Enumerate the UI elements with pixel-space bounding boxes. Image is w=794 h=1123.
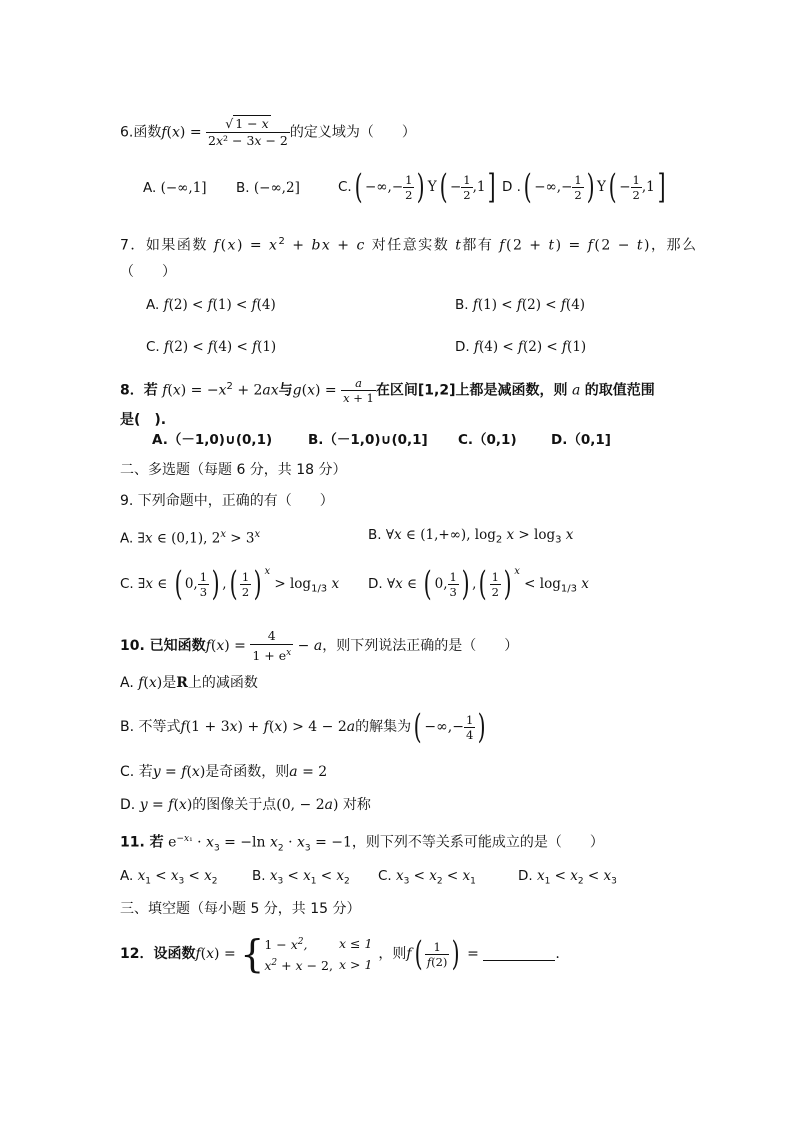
q11-option-a: A. $x_1 < x_3 < x_2$ (120, 868, 218, 887)
q8-option-d: D.（0,1] (551, 432, 611, 448)
q6-option-a: A. (−∞,1] (143, 180, 207, 196)
q12-answer-blank[interactable] (483, 948, 555, 961)
q7-option-d: D. f(4) < f(2) < f(1) (455, 339, 587, 355)
q10-option-c: C. 若y = f(x)是奇函数，则a = 2 (120, 764, 328, 780)
q7-paren: （ ） (120, 264, 176, 280)
q6-option-b: B. (−∞,2] (236, 180, 300, 196)
q10-option-b: B. 不等式f(1 + 3x) + f(x) > 4 − 2a的解集为( −∞,− $\frac{1}{4}$ ) (120, 707, 486, 747)
q7-option-c: C. f(2) < f(4) < f(1) (146, 339, 277, 355)
q6-option-d: D .( −∞,− $\frac{1}{2}$ ) Y( − $\frac{1}{2}$ ,1] (502, 167, 666, 207)
q6-option-c: C.( −∞,− $\frac{1}{2}$ ) Y( − $\frac{1}{2}$ ,1] (338, 167, 497, 207)
q8-option-a: A.（－1,0)∪(0,1) (152, 432, 273, 448)
q9-option-a: A. ∃x ∈ (0,1), $2^x > 3^x$ (120, 529, 261, 547)
q8-line-2: 是( ). (120, 412, 167, 428)
question-8: 8．若 $f(x) = -x^2 + 2ax$与g(x) = $\frac{a}{x + 1}$ 在区间[1,2]上都是减函数，则 a 的取值范围 (120, 376, 655, 405)
question-9: 9. 下列命题中，正确的有（ ） (120, 493, 334, 509)
q7-option-a: A. f(2) < f(1) < f(4) (146, 297, 276, 313)
q9-option-b: B. ∀x ∈ (1,+∞), $\log_2 x > \log_3 x$ (368, 527, 574, 546)
q11-option-b: B. $x_3 < x_1 < x_2$ (252, 868, 350, 887)
q7-option-b: B. f(1) < f(2) < f(4) (455, 297, 586, 313)
question-12: 12．设函数f(x) = { $1 - x^2$, x ≤ 1 $x^2 + x - 2$, x > 1，则f( $\frac{1}{f(2)}$ ) = . (120, 932, 560, 977)
question-11: 11. 若 $e^{-x_1} \cdot x_3 = -\ln$ $x_2 \cdot x_3 = -1$，则下列不等关系可能成立的是（ ） (120, 834, 604, 854)
question-6: 6.函数f(x) = $\frac{√ 1 - x}{\text{2x² − 3x − 2}}$ 的定义域为（ ） (120, 116, 416, 148)
q8-option-c: C.（0,1) (458, 432, 517, 448)
q6-fraction: $\frac{√ 1 - x}{\text{2x² − 3x − 2}}$ (208, 116, 288, 148)
q10-option-d: D. y = f(x)的图像关于点(0, − 2a) 对称 (120, 797, 371, 813)
section-2-heading: 二、多选题（每题 6 分，共 18 分） (120, 462, 347, 478)
q10-option-a: A. f(x)是R上的减函数 (120, 675, 258, 691)
question-7: 7．如果函数 $f(x) = x^2$ + bx + c 对任意实数 t都有 f(2 + t) = f(2 − t)，那么 (120, 236, 698, 254)
q9-option-c: C. ∃x ∈ ( 0, $\frac{1}{3}$ ) ,( $\frac{1}{2}$ ) $^x > \log_{1/3} x$ (120, 564, 340, 604)
q12-piecewise: $1 - x^2$, x ≤ 1 $x^2 + x - 2$, x > 1 (264, 935, 373, 974)
q8-option-b: B.（－1,0)∪(0,1] (308, 432, 428, 448)
q11-option-c: C. $x_3 < x_2 < x_1$ (378, 868, 476, 887)
q11-option-d: D. $x_1 < x_2 < x_3$ (518, 868, 617, 887)
question-10: 10. 已知函数f(x) = $\frac{4}{1 + e^x}$ − a，则下列说法正确的是（ ） (120, 628, 519, 664)
section-3-heading: 三、填空题（每小题 5 分，共 15 分） (120, 901, 361, 917)
q9-option-d: D. ∀x ∈ ( 0, $\frac{1}{3}$ ) ,( $\frac{1}{2}$ ) $^x < \log_{1/3} x$ (368, 564, 589, 604)
